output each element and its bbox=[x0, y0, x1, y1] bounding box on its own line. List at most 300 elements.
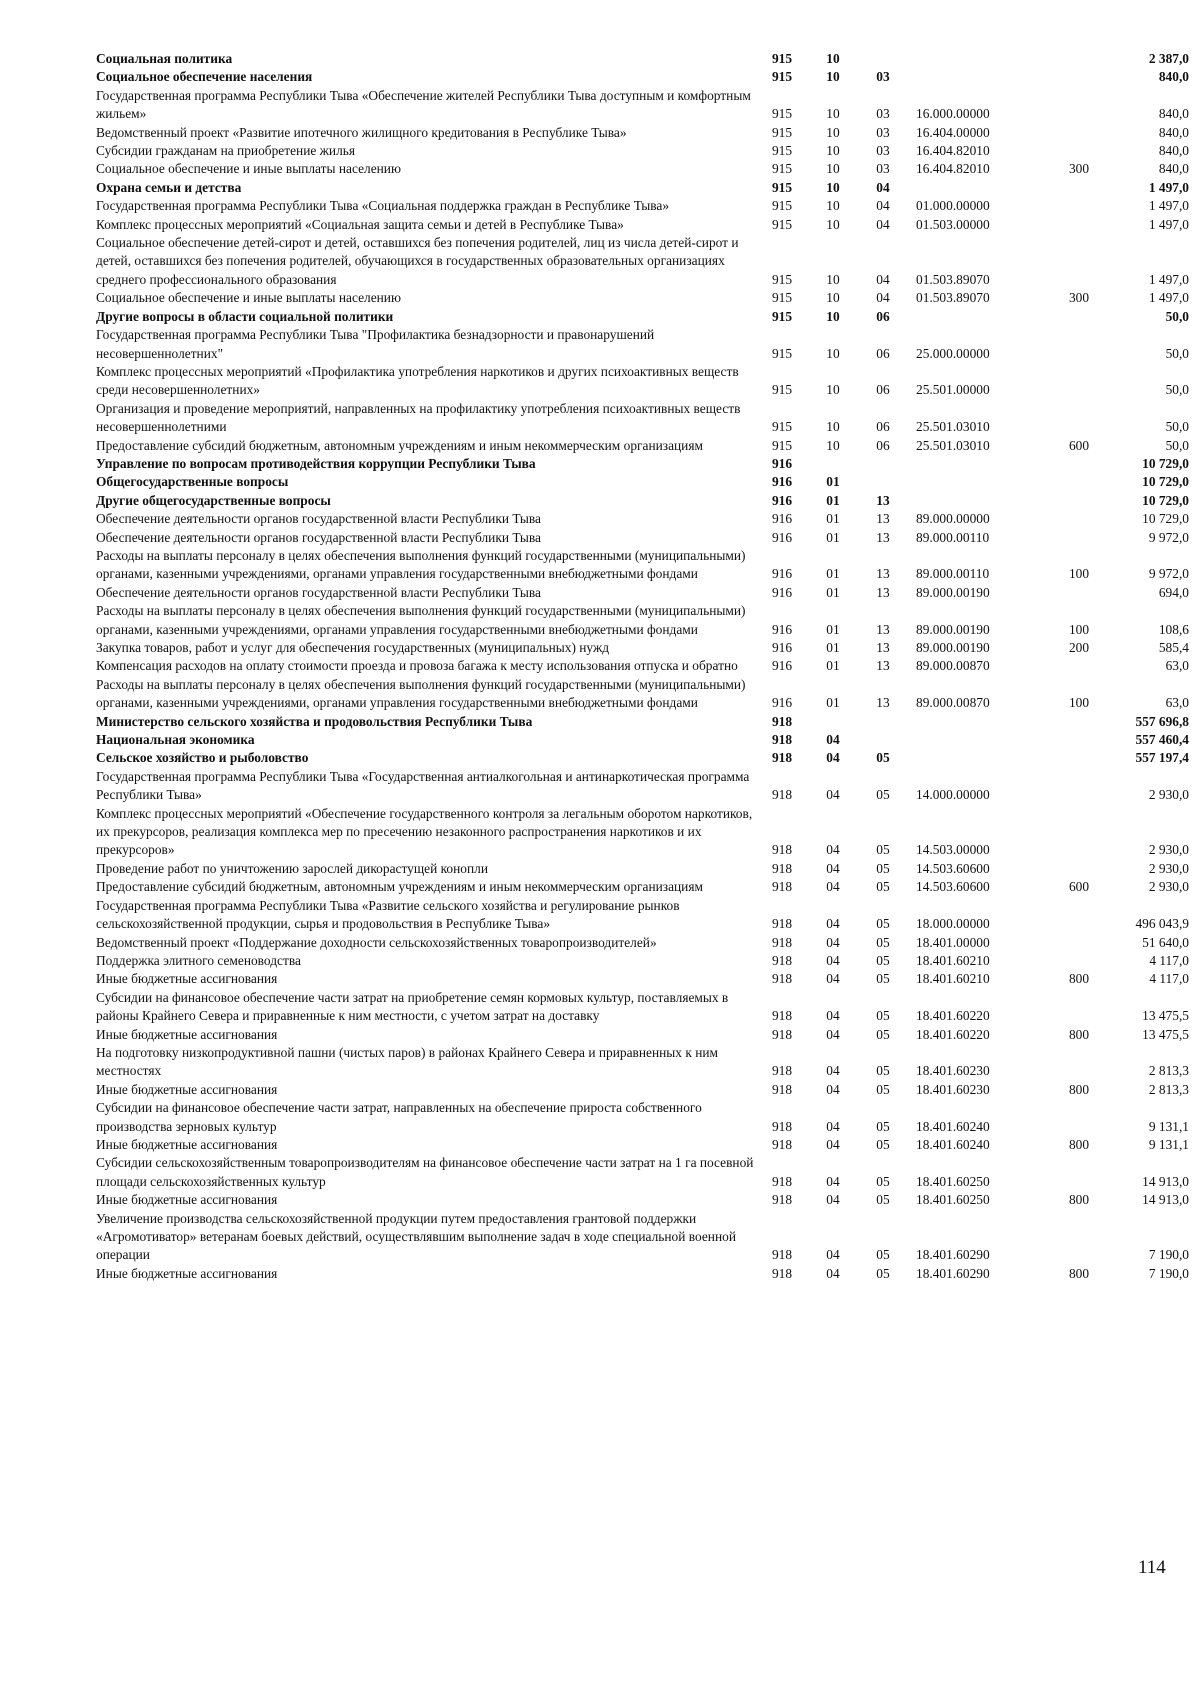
row-target-article-code: 14.503.60600 bbox=[916, 879, 990, 895]
row-section-code: 04 bbox=[826, 842, 840, 858]
row-name: Предоставление субсидий бюджетным, автономным учреждениям и иным некоммерческим организациям bbox=[96, 437, 703, 453]
row-name: Государственная программа Республики Тыва «Государственная антиалкогольная и антинаркотическая программа Республики Тыва» bbox=[96, 768, 750, 803]
row-amount: 2 387,0 bbox=[1148, 51, 1189, 66]
row-expense-type-code bbox=[1059, 934, 1099, 952]
row-target-article-code: 16.404.00000 bbox=[916, 124, 990, 140]
row-name: Социальное обеспечение и иные выплаты населению bbox=[96, 290, 401, 306]
row-section-code: 04 bbox=[826, 1118, 840, 1134]
row-target-article-code: 25.501.03010 bbox=[916, 437, 990, 453]
row-expense-type-code: 300 bbox=[1068, 161, 1090, 177]
row-glava-code: 915 bbox=[771, 290, 793, 306]
row-amount: 557 197,4 bbox=[1135, 750, 1189, 766]
row-amount: 50,0 bbox=[1165, 437, 1189, 453]
row-expense-type-code: 800 bbox=[1068, 1081, 1090, 1097]
row-subsection-code: 05 bbox=[876, 952, 890, 968]
row-glava-code: 916 bbox=[771, 455, 793, 471]
table-row bbox=[96, 437, 1189, 455]
row-expense-type-code bbox=[1059, 234, 1099, 289]
row-subsection-code: 05 bbox=[876, 1008, 890, 1024]
row-target-article-code bbox=[908, 713, 1059, 731]
row-target-article-code: 01.503.89070 bbox=[916, 290, 990, 306]
table-row bbox=[96, 492, 1189, 510]
row-subsection-code: 05 bbox=[876, 1173, 890, 1189]
row-name: Субсидии сельскохозяйственным товаропроизводителям на финансовое обеспечение части затрат на 1 га посевной площади сельскохозяйственных культур bbox=[96, 1155, 754, 1189]
row-section-code: 04 bbox=[826, 1063, 840, 1079]
row-subsection-code: 13 bbox=[876, 529, 890, 545]
row-name: Ведомственный проект «Поддержание доходности сельскохозяйственных товаропроизводителей» bbox=[96, 934, 657, 950]
row-target-article-code: 89.000.00000 bbox=[916, 511, 990, 527]
row-section-code: 04 bbox=[826, 934, 840, 950]
row-subsection-code bbox=[858, 473, 908, 491]
row-name: Сельское хозяйство и рыболовство bbox=[96, 750, 309, 766]
row-target-article-code: 14.503.00000 bbox=[916, 842, 990, 858]
row-expense-type-code bbox=[1059, 1210, 1099, 1265]
table-row bbox=[96, 1026, 1189, 1044]
row-name: Иные бюджетные ассигнования bbox=[96, 1265, 278, 1281]
budget-table-sheet bbox=[96, 50, 1189, 1283]
table-row bbox=[96, 160, 1189, 178]
row-glava-code: 915 bbox=[771, 124, 793, 140]
row-target-article-code: 16.404.82010 bbox=[916, 143, 990, 159]
row-subsection-code: 05 bbox=[876, 842, 890, 858]
row-name: Охрана семьи и детства bbox=[96, 179, 242, 195]
row-section-code: 04 bbox=[826, 860, 840, 876]
row-amount: 50,0 bbox=[1165, 419, 1189, 435]
row-amount: 9 972,0 bbox=[1148, 529, 1189, 545]
row-target-article-code: 18.401.60250 bbox=[916, 1192, 990, 1208]
row-expense-type-code bbox=[1059, 989, 1099, 1026]
row-expense-type-code bbox=[1059, 68, 1099, 86]
row-amount: 13 475,5 bbox=[1142, 1008, 1189, 1024]
row-subsection-code: 13 bbox=[876, 492, 890, 508]
row-amount: 840,0 bbox=[1158, 161, 1189, 177]
row-amount: 10 729,0 bbox=[1142, 474, 1189, 490]
row-amount: 557 460,4 bbox=[1135, 732, 1189, 748]
row-target-article-code bbox=[908, 731, 1059, 749]
row-name: Социальное обеспечение населения bbox=[96, 69, 313, 85]
row-amount: 4 117,0 bbox=[1149, 971, 1189, 987]
row-section-code: 04 bbox=[826, 732, 840, 748]
row-amount: 2 930,0 bbox=[1148, 860, 1189, 876]
row-target-article-code: 18.401.60220 bbox=[916, 1008, 990, 1024]
row-subsection-code: 03 bbox=[876, 124, 890, 140]
row-glava-code: 915 bbox=[771, 437, 793, 453]
row-target-article-code: 89.000.00110 bbox=[916, 566, 990, 582]
table-row bbox=[96, 1154, 1189, 1191]
row-expense-type-code bbox=[1059, 197, 1099, 215]
row-name: Государственная программа Республики Тыва «Обеспечение жителей Республики Тыва доступным и комфортным жильем» bbox=[96, 87, 751, 122]
row-expense-type-code bbox=[1059, 805, 1099, 860]
table-row bbox=[96, 805, 1189, 860]
row-section-code: 04 bbox=[826, 787, 840, 803]
row-glava-code: 918 bbox=[771, 916, 793, 932]
row-target-article-code: 89.000.00870 bbox=[916, 658, 990, 674]
page-number: 114 bbox=[1138, 1557, 1166, 1578]
table-row bbox=[96, 713, 1189, 731]
row-target-article-code: 89.000.00190 bbox=[916, 640, 990, 655]
row-section-code: 04 bbox=[826, 1136, 840, 1152]
row-subsection-code: 03 bbox=[876, 161, 890, 177]
row-glava-code: 918 bbox=[771, 750, 793, 766]
table-row bbox=[96, 234, 1189, 289]
row-name: Субсидии на финансовое обеспечение части затрат на приобретение семян кормовых культур, поставляемых в районы Крайнего Севера и приравненные к ним местности, с учетом затрат на доставку bbox=[96, 989, 729, 1024]
row-section-code: 01 bbox=[826, 621, 840, 637]
row-expense-type-code bbox=[1059, 455, 1099, 473]
row-glava-code: 918 bbox=[771, 787, 793, 803]
table-row bbox=[96, 197, 1189, 215]
row-name: Увеличение производства сельскохозяйственной продукции путем предоставления грантовой поддержки «Агромотиватор» ветеранам боевых действий, осуществлявшим выполнение задач в ходе специальной военной операции bbox=[96, 1210, 736, 1263]
row-glava-code: 918 bbox=[771, 732, 793, 748]
row-name: Государственная программа Республики Тыва "Профилактика безнадзорности и правонарушений несовершеннолетних" bbox=[96, 327, 655, 361]
row-section-code: 04 bbox=[826, 1192, 840, 1208]
row-name: Социальное обеспечение и иные выплаты населению bbox=[96, 161, 401, 177]
row-glava-code: 915 bbox=[771, 179, 793, 195]
row-target-article-code: 14.503.60600 bbox=[916, 860, 990, 876]
row-target-article-code: 18.401.60220 bbox=[916, 1026, 990, 1042]
row-name: Национальная экономика bbox=[96, 732, 255, 748]
row-target-article-code: 18.401.00000 bbox=[916, 934, 990, 950]
table-row bbox=[96, 547, 1189, 584]
row-subsection-code: 13 bbox=[876, 695, 890, 711]
row-name: Расходы на выплаты персоналу в целях обеспечения выполнения функций государственными (муниципальными) органами, казенными учреждениями, органами управления государственными внебюджетными фондами bbox=[96, 547, 746, 582]
row-expense-type-code bbox=[1059, 400, 1099, 437]
row-section-code: 10 bbox=[826, 69, 840, 85]
row-name: Поддержка элитного семеноводства bbox=[96, 952, 301, 968]
table-row bbox=[96, 50, 1189, 68]
row-amount: 63,0 bbox=[1165, 658, 1189, 674]
row-expense-type-code bbox=[1059, 179, 1099, 197]
row-name: Ведомственный проект «Развитие ипотечного жилищного кредитования в Республике Тыва» bbox=[96, 124, 627, 140]
table-row bbox=[96, 1210, 1189, 1265]
row-amount: 108,6 bbox=[1158, 621, 1189, 637]
row-section-code: 10 bbox=[826, 271, 840, 287]
row-name: Расходы на выплаты персоналу в целях обеспечения выполнения функций государственными (муниципальными) органами, казенными учреждениями, органами управления государственными внебюджетными фондами bbox=[96, 603, 746, 637]
row-name: Государственная программа Республики Тыва «Социальная поддержка граждан в Республике Тыва» bbox=[96, 198, 670, 214]
row-target-article-code: 89.000.00110 bbox=[916, 529, 990, 545]
row-glava-code: 915 bbox=[771, 198, 793, 214]
table-row bbox=[96, 749, 1189, 767]
row-subsection-code: 05 bbox=[876, 971, 890, 987]
row-target-article-code: 01.503.00000 bbox=[916, 216, 990, 232]
row-glava-code: 916 bbox=[771, 640, 793, 655]
row-expense-type-code bbox=[1059, 326, 1099, 363]
row-section-code: 10 bbox=[826, 106, 840, 122]
row-amount: 9 131,1 bbox=[1148, 1136, 1189, 1152]
table-row bbox=[96, 970, 1189, 988]
row-amount: 50,0 bbox=[1165, 345, 1189, 361]
row-amount: 1 497,0 bbox=[1148, 271, 1189, 287]
table-row bbox=[96, 1265, 1189, 1283]
row-subsection-code: 13 bbox=[876, 566, 890, 582]
row-glava-code: 916 bbox=[771, 584, 793, 600]
row-name: Общегосударственные вопросы bbox=[96, 474, 289, 490]
table-row bbox=[96, 584, 1189, 602]
row-expense-type-code bbox=[1059, 952, 1099, 970]
row-amount: 1 497,0 bbox=[1148, 290, 1189, 306]
row-section-code: 10 bbox=[826, 124, 840, 140]
row-target-article-code: 89.000.00190 bbox=[916, 621, 990, 637]
row-amount: 4 117,0 bbox=[1149, 952, 1189, 968]
row-target-article-code: 25.501.00000 bbox=[916, 382, 990, 398]
row-target-article-code: 14.000.00000 bbox=[916, 787, 990, 803]
row-target-article-code: 18.401.60290 bbox=[916, 1265, 990, 1281]
row-section-code: 04 bbox=[826, 1247, 840, 1263]
row-name: На подготовку низкопродуктивной пашни (чистых паров) в районах Крайнего Севера и приравненных к ним местностях bbox=[96, 1044, 718, 1079]
row-expense-type-code bbox=[1059, 492, 1099, 510]
row-name: Закупка товаров, работ и услуг для обеспечения государственных (муниципальных) нужд bbox=[96, 640, 610, 655]
row-expense-type-code: 600 bbox=[1068, 879, 1090, 895]
row-section-code: 01 bbox=[826, 658, 840, 674]
row-glava-code: 915 bbox=[771, 69, 793, 85]
row-amount: 840,0 bbox=[1158, 124, 1189, 140]
row-section-code: 04 bbox=[826, 952, 840, 968]
row-subsection-code: 05 bbox=[876, 750, 890, 766]
row-glava-code: 918 bbox=[771, 934, 793, 950]
row-target-article-code: 18.401.60290 bbox=[916, 1247, 990, 1263]
row-amount: 14 913,0 bbox=[1142, 1192, 1189, 1208]
row-target-article-code bbox=[908, 50, 1059, 68]
row-subsection-code bbox=[858, 50, 908, 68]
table-row bbox=[96, 87, 1189, 124]
row-subsection-code: 03 bbox=[876, 69, 890, 85]
table-row bbox=[96, 529, 1189, 547]
row-subsection-code: 13 bbox=[876, 511, 890, 527]
row-name: Иные бюджетные ассигнования bbox=[96, 1081, 278, 1097]
row-name: Другие вопросы в области социальной политики bbox=[96, 308, 394, 324]
row-expense-type-code bbox=[1059, 1154, 1099, 1191]
row-expense-type-code bbox=[1059, 768, 1099, 805]
row-section-code: 01 bbox=[826, 529, 840, 545]
table-row bbox=[96, 657, 1189, 675]
row-amount: 10 729,0 bbox=[1142, 492, 1189, 508]
row-section-code: 01 bbox=[826, 695, 840, 711]
row-amount: 1 497,0 bbox=[1148, 216, 1189, 232]
row-glava-code: 918 bbox=[771, 1063, 793, 1079]
row-expense-type-code bbox=[1059, 529, 1099, 547]
row-subsection-code: 05 bbox=[876, 860, 890, 876]
row-name: Иные бюджетные ассигнования bbox=[96, 971, 278, 987]
row-amount: 9 972,0 bbox=[1148, 566, 1189, 582]
row-target-article-code bbox=[908, 179, 1059, 197]
row-expense-type-code bbox=[1059, 473, 1099, 491]
row-subsection-code: 13 bbox=[876, 621, 890, 637]
row-section-code: 04 bbox=[826, 1173, 840, 1189]
row-amount: 63,0 bbox=[1165, 695, 1189, 711]
row-name: Комплекс процессных мероприятий «Социальная защита семьи и детей в Республике Тыва» bbox=[96, 216, 624, 232]
row-expense-type-code bbox=[1059, 1099, 1099, 1136]
table-row bbox=[96, 473, 1189, 491]
table-row bbox=[96, 989, 1189, 1026]
row-amount: 557 696,8 bbox=[1135, 713, 1189, 729]
row-glava-code: 918 bbox=[771, 879, 793, 895]
row-expense-type-code bbox=[1059, 860, 1099, 878]
table-row bbox=[96, 731, 1189, 749]
row-section-code: 04 bbox=[826, 879, 840, 895]
row-amount: 7 190,0 bbox=[1148, 1265, 1189, 1281]
table-row bbox=[96, 897, 1189, 934]
row-name: Обеспечение деятельности органов государственной власти Республики Тыва bbox=[96, 584, 541, 600]
row-section-code: 10 bbox=[826, 437, 840, 453]
row-glava-code: 918 bbox=[771, 971, 793, 987]
row-section-code: 01 bbox=[826, 492, 840, 508]
row-amount: 1 497,0 bbox=[1148, 198, 1189, 214]
row-subsection-code bbox=[858, 713, 908, 731]
row-amount: 694,0 bbox=[1158, 584, 1189, 600]
row-glava-code: 918 bbox=[771, 860, 793, 876]
row-expense-type-code bbox=[1059, 308, 1099, 326]
row-subsection-code: 13 bbox=[876, 658, 890, 674]
row-section-code: 04 bbox=[826, 750, 840, 766]
budget-table bbox=[96, 50, 1189, 1283]
row-subsection-code: 04 bbox=[876, 179, 890, 195]
row-expense-type-code bbox=[1059, 216, 1099, 234]
row-name: Субсидии на финансовое обеспечение части затрат, направленных на обеспечение прироста собственного производства зерновых культур bbox=[96, 1100, 702, 1134]
row-name: Обеспечение деятельности органов государственной власти Республики Тыва bbox=[96, 511, 541, 527]
row-section-code: 10 bbox=[826, 345, 840, 361]
table-row bbox=[96, 68, 1189, 86]
row-expense-type-code bbox=[1059, 510, 1099, 528]
row-subsection-code: 06 bbox=[876, 437, 890, 453]
table-row bbox=[96, 1081, 1189, 1099]
row-glava-code: 918 bbox=[771, 842, 793, 858]
row-section-code bbox=[808, 455, 858, 473]
row-section-code: 10 bbox=[826, 308, 840, 324]
row-glava-code: 918 bbox=[771, 1136, 793, 1152]
row-glava-code: 916 bbox=[771, 492, 793, 508]
row-subsection-code: 04 bbox=[876, 271, 890, 287]
row-subsection-code: 06 bbox=[876, 419, 890, 435]
row-amount: 2 930,0 bbox=[1148, 787, 1189, 803]
row-glava-code: 915 bbox=[771, 345, 793, 361]
row-section-code: 10 bbox=[826, 179, 840, 195]
row-subsection-code: 03 bbox=[876, 106, 890, 122]
row-expense-type-code bbox=[1059, 731, 1099, 749]
row-expense-type-code: 800 bbox=[1068, 1192, 1090, 1208]
row-glava-code: 915 bbox=[771, 308, 793, 324]
row-glava-code: 916 bbox=[771, 695, 793, 711]
row-section-code: 04 bbox=[826, 916, 840, 932]
row-section-code: 10 bbox=[826, 382, 840, 398]
table-row bbox=[96, 400, 1189, 437]
row-expense-type-code bbox=[1059, 124, 1099, 142]
row-name: Социальное обеспечение детей-сирот и детей, оставшихся без попечения родителей, лиц из числа детей-сирот и детей, оставшихся без попечения родителей, обучающихся в государственных образовательных организациях среднего профессионального образования bbox=[96, 235, 739, 287]
row-target-article-code: 18.401.60240 bbox=[916, 1136, 990, 1152]
row-subsection-code: 06 bbox=[876, 382, 890, 398]
row-name: Министерство сельского хозяйства и продовольствия Республики Тыва bbox=[96, 713, 533, 729]
row-subsection-code: 06 bbox=[876, 345, 890, 361]
row-name: Комплекс процессных мероприятий «Профилактика употребления наркотиков и других психоактивных веществ среди несовершеннолетних» bbox=[96, 363, 739, 398]
row-subsection-code: 05 bbox=[876, 916, 890, 932]
row-amount: 840,0 bbox=[1158, 69, 1189, 85]
row-section-code: 04 bbox=[826, 1008, 840, 1024]
row-expense-type-code: 200 bbox=[1068, 640, 1090, 655]
table-row bbox=[96, 124, 1189, 142]
row-name: Организация и проведение мероприятий, направленных на профилактику употребления психоактивных веществ несовершеннолетними bbox=[96, 400, 741, 435]
row-subsection-code: 03 bbox=[876, 143, 890, 159]
row-glava-code: 916 bbox=[771, 621, 793, 637]
row-target-article-code: 25.000.00000 bbox=[916, 345, 990, 361]
row-target-article-code: 01.000.00000 bbox=[916, 198, 990, 214]
row-subsection-code: 05 bbox=[876, 1265, 890, 1281]
row-expense-type-code: 600 bbox=[1068, 437, 1090, 453]
table-row bbox=[96, 216, 1189, 234]
row-amount: 10 729,0 bbox=[1142, 455, 1189, 471]
row-amount: 2 930,0 bbox=[1148, 879, 1189, 895]
row-amount: 840,0 bbox=[1158, 143, 1189, 159]
table-row bbox=[96, 878, 1189, 896]
table-row bbox=[96, 602, 1189, 639]
row-name: Иные бюджетные ассигнования bbox=[96, 1026, 278, 1042]
row-subsection-code: 05 bbox=[876, 1063, 890, 1079]
row-expense-type-code bbox=[1059, 1044, 1099, 1081]
row-amount: 585,4 bbox=[1158, 640, 1189, 655]
row-name: Иные бюджетные ассигнования bbox=[96, 1136, 278, 1152]
row-name: Социальная политика bbox=[96, 51, 233, 66]
row-subsection-code: 13 bbox=[876, 640, 890, 655]
row-amount: 14 913,0 bbox=[1142, 1173, 1189, 1189]
row-expense-type-code bbox=[1059, 713, 1099, 731]
row-expense-type-code bbox=[1059, 749, 1099, 767]
row-target-article-code: 18.401.60250 bbox=[916, 1173, 990, 1189]
row-name: Другие общегосударственные вопросы bbox=[96, 492, 331, 508]
row-glava-code: 918 bbox=[771, 1081, 793, 1097]
row-name: Государственная программа Республики Тыва «Развитие сельского хозяйства и регулирование рынков сельскохозяйственной продукции, сырья и продовольствия в Республике Тыва» bbox=[96, 897, 680, 932]
row-name: Расходы на выплаты персоналу в целях обеспечения выполнения функций государственными (муниципальными) органами, казенными учреждениями, органами управления государственными внебюджетными фондами bbox=[96, 676, 746, 711]
row-glava-code: 915 bbox=[771, 106, 793, 122]
row-section-code: 04 bbox=[826, 1081, 840, 1097]
row-section-code: 10 bbox=[826, 198, 840, 214]
row-section-code: 10 bbox=[826, 143, 840, 159]
row-name: Обеспечение деятельности органов государственной власти Республики Тыва bbox=[96, 529, 541, 545]
table-row bbox=[96, 455, 1189, 473]
row-target-article-code: 18.000.00000 bbox=[916, 916, 990, 932]
table-row bbox=[96, 860, 1189, 878]
row-subsection-code: 04 bbox=[876, 216, 890, 232]
row-glava-code: 918 bbox=[771, 952, 793, 968]
row-name: Управление по вопросам противодействия коррупции Республики Тыва bbox=[96, 455, 536, 471]
table-row bbox=[96, 1044, 1189, 1081]
row-section-code: 01 bbox=[826, 566, 840, 582]
row-section-code: 04 bbox=[826, 971, 840, 987]
row-target-article-code bbox=[908, 749, 1059, 767]
row-subsection-code: 05 bbox=[876, 1136, 890, 1152]
row-amount: 13 475,5 bbox=[1142, 1026, 1189, 1042]
row-target-article-code bbox=[908, 473, 1059, 491]
row-target-article-code: 89.000.00190 bbox=[916, 584, 990, 600]
row-expense-type-code: 800 bbox=[1068, 971, 1090, 987]
row-amount: 51 640,0 bbox=[1142, 934, 1189, 950]
row-glava-code: 916 bbox=[771, 658, 793, 674]
row-subsection-code: 05 bbox=[876, 879, 890, 895]
row-expense-type-code bbox=[1059, 657, 1099, 675]
row-name: Компенсация расходов на оплату стоимости проезда и провоза багажа к месту использования отпуска и обратно bbox=[96, 658, 738, 674]
table-row bbox=[96, 952, 1189, 970]
row-expense-type-code: 100 bbox=[1068, 695, 1090, 711]
row-section-code: 10 bbox=[826, 290, 840, 306]
row-section-code bbox=[808, 713, 858, 731]
row-target-article-code bbox=[908, 492, 1059, 510]
table-row bbox=[96, 1136, 1189, 1154]
row-section-code: 10 bbox=[826, 419, 840, 435]
row-target-article-code: 18.401.60240 bbox=[916, 1118, 990, 1134]
row-glava-code: 918 bbox=[771, 1192, 793, 1208]
row-amount: 496 043,9 bbox=[1135, 916, 1189, 932]
row-glava-code: 915 bbox=[771, 419, 793, 435]
row-name: Проведение работ по уничтожению зарослей дикорастущей конопли bbox=[96, 860, 488, 876]
row-expense-type-code bbox=[1059, 142, 1099, 160]
row-subsection-code: 04 bbox=[876, 198, 890, 214]
row-expense-type-code bbox=[1059, 584, 1099, 602]
